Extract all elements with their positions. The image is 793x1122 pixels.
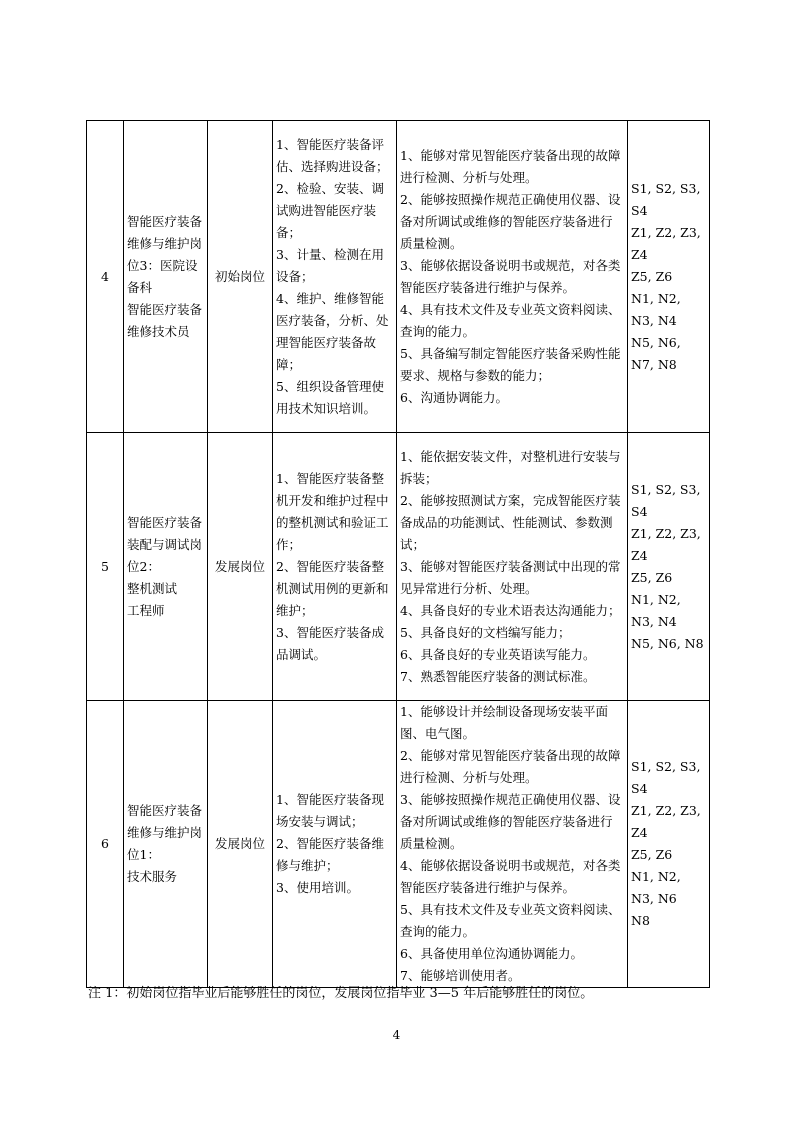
ability-item: 6、具备良好的专业英语读写能力。 — [400, 646, 596, 662]
task-item: 1、智能医疗装备评估、选择购进设备； — [276, 136, 389, 174]
codes-cell — [628, 121, 710, 433]
ability-item: 1、能够对常见智能医疗装备出现的故障进行检测、分析与处理。 — [400, 147, 621, 185]
ability-item: 3、能够按照操作规范正确使用仪器、设备对所调试或维修的智能医疗装备进行质量检测。 — [400, 792, 621, 851]
code-line: S1, S2, S3, S4 — [631, 180, 701, 218]
task-item: 5、组织设备管理使用技术知识培训。 — [276, 378, 384, 416]
code-line: N8 — [631, 913, 650, 928]
position-type: 发展岗位 — [208, 701, 273, 988]
code-line: N1, N2, N3, N4 — [631, 290, 681, 328]
tasks-cell — [273, 121, 397, 433]
codes-cell — [628, 701, 710, 988]
code-line: S1, S2, S3, S4 — [631, 759, 701, 796]
position-line: 工程师 — [127, 602, 165, 618]
ability-item: 4、具备良好的专业术语表达沟通能力； — [400, 602, 621, 618]
code-line: N1, N2, N3, N4 — [631, 591, 681, 629]
table-row — [87, 121, 710, 433]
position-line: 整机测试 — [127, 580, 178, 596]
position-type: 发展岗位 — [208, 433, 273, 701]
code-line: N5, N6, N7, N8 — [631, 334, 681, 372]
ability-item: 2、能够对常见智能医疗装备出现的故障进行检测、分析与处理。 — [400, 748, 621, 785]
position-line: 智能医疗装备维修技术员 — [127, 301, 203, 339]
ability-item: 6、沟通协调能力。 — [400, 389, 508, 405]
ability-item: 6、具备使用单位沟通协调能力。 — [400, 946, 583, 961]
codes-cell — [628, 433, 710, 701]
page-number: 4 — [392, 1028, 401, 1042]
ability-item: 2、能够按照测试方案，完成智能医疗装备成品的功能测试、性能测试、参数测试； — [400, 492, 621, 552]
ability-item: 4、具有技术文件及专业英文资料阅读、查询的能力。 — [400, 301, 621, 339]
ability-item: 3、能够依据设备说明书或规范，对各类智能医疗装备进行维护与保养。 — [400, 257, 621, 295]
position-line: 技术服务 — [127, 869, 178, 884]
code-line: Z5, Z6 — [631, 268, 673, 284]
position-line: 智能医疗装备装配与调试岗位2： — [127, 514, 203, 574]
ability-item: 4、能够依据设备说明书或规范，对各类智能医疗装备进行维护与保养。 — [400, 858, 621, 895]
task-item: 3、计量、检测在用设备； — [276, 246, 384, 284]
ability-item: 5、具备良好的文档编写能力； — [400, 624, 571, 640]
row-number: 4 — [87, 121, 124, 433]
ability-item: 5、具有技术文件及专业英文资料阅读、查询的能力。 — [400, 902, 621, 939]
tasks-cell — [273, 433, 397, 701]
task-item: 3、使用培训。 — [276, 880, 359, 895]
task-item: 2、智能医疗装备整机测试用例的更新和维护； — [276, 558, 389, 618]
row-number: 5 — [87, 433, 124, 701]
table-row — [87, 701, 710, 988]
code-line: S1, S2, S3, S4 — [631, 481, 701, 519]
position-type: 初始岗位 — [208, 121, 273, 433]
table-footnote: 注 1：初始岗位指毕业后能够胜任的岗位，发展岗位指毕业 3—5 年后能够胜任的岗位。 — [88, 986, 594, 1001]
tasks-cell — [273, 701, 397, 988]
code-line: Z5, Z6 — [631, 569, 673, 585]
code-line: N5, N6, N8 — [631, 635, 704, 651]
abilities-cell — [397, 433, 628, 701]
code-line: Z5, Z6 — [631, 847, 673, 862]
ability-item: 7、熟悉智能医疗装备的测试标准。 — [400, 668, 596, 684]
ability-item: 5、具备编写制定智能医疗装备采购性能要求、规格与参数的能力； — [400, 345, 621, 383]
task-item: 2、智能医疗装备维修与维护； — [276, 836, 384, 873]
ability-item: 7、能够培训使用者。 — [400, 968, 521, 983]
task-item: 4、维护、维修智能医疗装备，分析、处理智能医疗装备故障； — [276, 290, 389, 372]
position-line: 智能医疗装备维修与维护岗位3：医院设备科 — [127, 213, 203, 295]
code-line: Z1, Z2, Z3, Z4 — [631, 803, 701, 840]
position-line: 智能医疗装备维修与维护岗位1： — [127, 803, 203, 862]
code-line: Z1, Z2, Z3, Z4 — [631, 525, 701, 563]
position-cell — [124, 701, 208, 988]
ability-item: 1、能够设计并绘制设备现场安装平面图、电气图。 — [400, 704, 608, 741]
position-cell — [124, 433, 208, 701]
code-line: Z1, Z2, Z3, Z4 — [631, 224, 701, 262]
task-item: 3、智能医疗装备成品调试。 — [276, 624, 384, 662]
abilities-cell — [397, 701, 628, 988]
position-cell — [124, 121, 208, 433]
row-number: 6 — [87, 701, 124, 988]
ability-item: 1、能依据安装文件，对整机进行安装与拆装； — [400, 448, 621, 486]
job-table — [86, 120, 710, 988]
ability-item: 2、能够按照操作规范正确使用仪器、设备对所调试或维修的智能医疗装备进行质量检测。 — [400, 191, 621, 251]
code-line: N1, N2, N3, N6 — [631, 869, 681, 906]
ability-item: 3、能够对智能医疗装备测试中出现的常见异常进行分析、处理。 — [400, 558, 621, 596]
table-row — [87, 433, 710, 701]
task-item: 1、智能医疗装备整机开发和维护过程中的整机测试和验证工作； — [276, 470, 389, 552]
task-item: 2、检验、安装、调试购进智能医疗装备； — [276, 180, 384, 240]
abilities-cell — [397, 121, 628, 433]
task-item: 1、智能医疗装备现场安装与调试； — [276, 792, 384, 829]
